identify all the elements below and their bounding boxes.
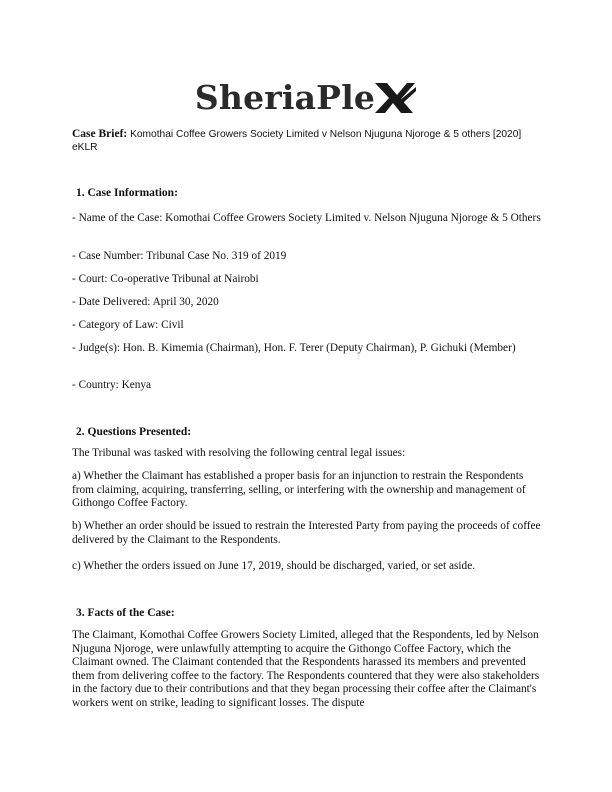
case-info-item: - Country: Kenya bbox=[72, 379, 152, 391]
section-heading-facts-of-the-case: 3. Facts of the Case: bbox=[76, 607, 175, 619]
case-brief-name: Komothai Coffee Growers Society Limited v Nelson Njuguna Njoroge & 5 others [2020] eKLR bbox=[72, 129, 522, 153]
case-brief-title bbox=[72, 128, 542, 154]
question-item: c) Whether the orders issued on June 17, 2019, should be discharged, varied, or set aside. bbox=[72, 560, 476, 572]
section-heading-questions-presented: 2. Questions Presented: bbox=[76, 426, 192, 438]
question-item: b) Whether an order should be issued to restrain the Interested Party from paying the proceeds of coffee delivered by the Claimant to the Respondents. bbox=[72, 520, 541, 546]
facts-paragraph: The Claimant, Komothai Coffee Growers Society Limited, alleged that the Respondents, led by Nelson Njuguna Njoroge, were unlawfully attempting to acquire the Githongo Coffee Factory, which the Claimant owned. The Claimant contended that the Respondents harassed its members and prevented them from delivering coffee to the factory. The Respondents countered that they were also stakeholders in the factory due to their contributions and that they began processing their coffee after the Claimant's workers went on strike, leading to significant losses. The dispute bbox=[72, 629, 540, 709]
question-item: a) Whether the Claimant has established a proper basis for an injunction to restrain the Respondents from claiming, acquiring, transferring, selling, or interfering with the ownership and management of Githongo Coffee Factory. bbox=[72, 470, 526, 510]
case-brief-label: Case Brief: bbox=[72, 128, 128, 140]
case-info-item: - Date Delivered: April 30, 2020 bbox=[72, 296, 219, 308]
logo-wordmark: SheriaPle bbox=[194, 78, 376, 117]
case-info-item: - Name of the Case: Komothai Coffee Growers Society Limited v. Nelson Njuguna Njoroge & 5 Others bbox=[72, 212, 541, 224]
case-info-item: - Court: Co-operative Tribunal at Nairobi bbox=[72, 273, 259, 285]
sheriaplex-logo bbox=[0, 78, 612, 117]
case-info-item: - Judge(s): Hon. B. Kimemia (Chairman), Hon. F. Terer (Deputy Chairman), P. Gichuki (Member) bbox=[72, 342, 516, 354]
x-mark-icon bbox=[373, 81, 417, 115]
section-heading-case-information: 1. Case Information: bbox=[76, 187, 178, 199]
case-info-item: - Category of Law: Civil bbox=[72, 319, 184, 331]
case-info-item: - Case Number: Tribunal Case No. 319 of 2019 bbox=[72, 250, 287, 262]
questions-intro: The Tribunal was tasked with resolving the following central legal issues: bbox=[72, 447, 406, 459]
